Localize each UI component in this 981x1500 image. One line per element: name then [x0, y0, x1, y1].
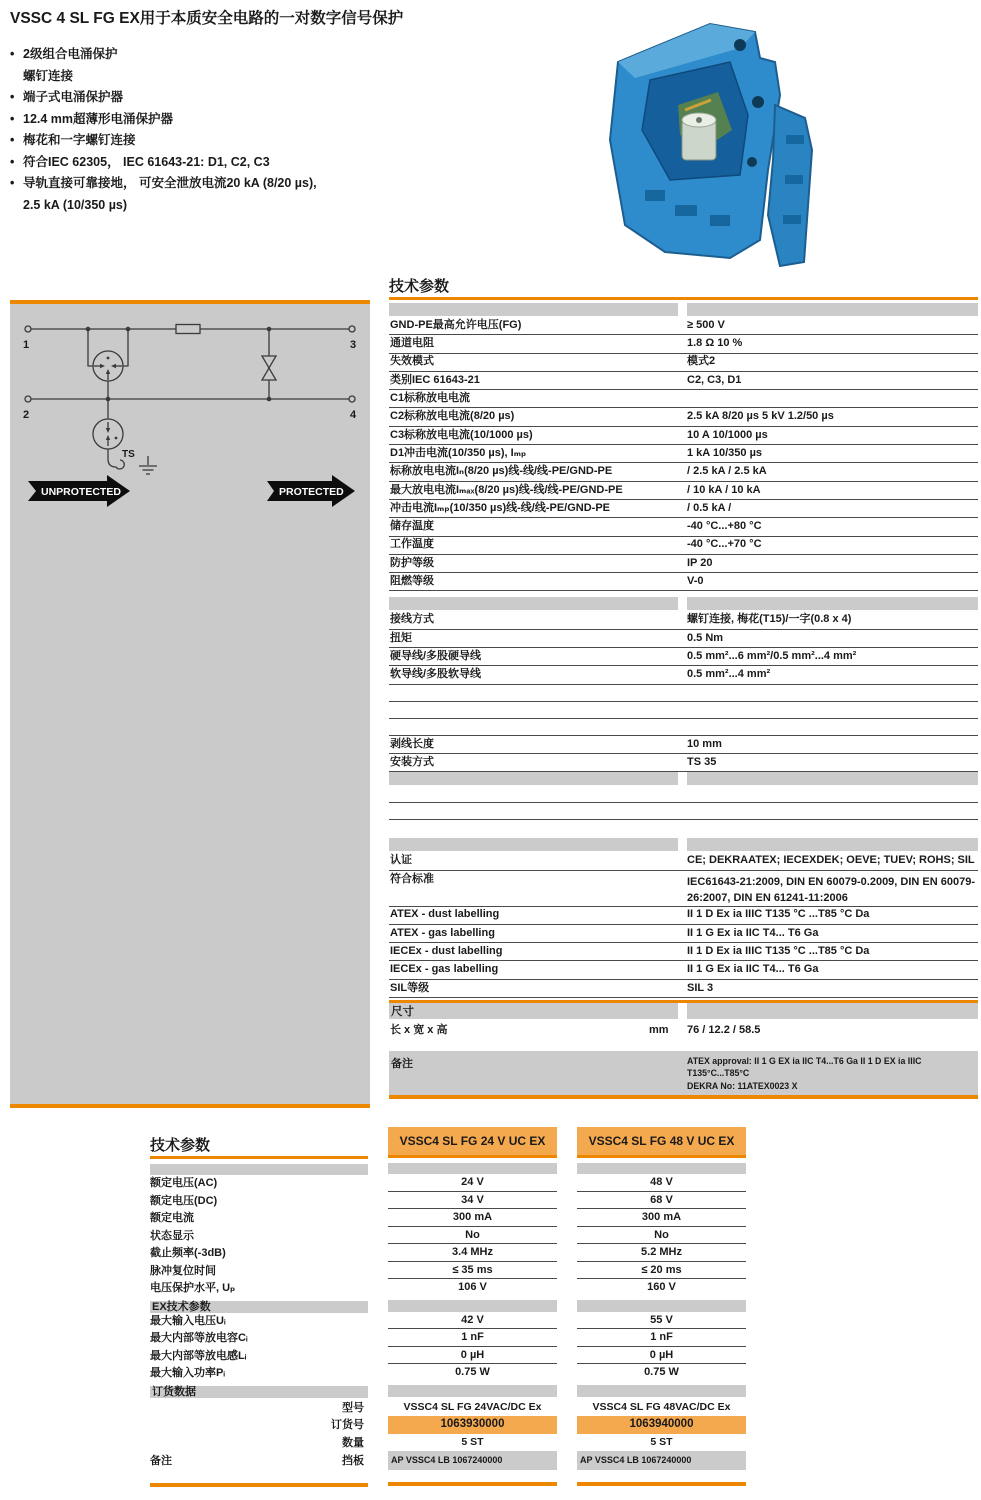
spec-label: 软导线/多股软导线 — [390, 668, 482, 681]
spec-value: II 1 D Ex ia IIIC T135 °C ...T85 °C Da — [687, 908, 870, 921]
spec-label: 认证 — [390, 854, 412, 867]
spec-value: 0.5 mm²...6 mm²/0.5 mm²...4 mm² — [687, 649, 857, 662]
variant-table — [150, 1127, 896, 1495]
param-label: 状态显示 — [150, 1229, 194, 1242]
spec-label: C1标称放电电流 — [390, 392, 471, 405]
terminal-block-illustration — [590, 10, 890, 270]
param-label: 最大内部等放电容Cᵢ — [150, 1332, 248, 1344]
spec-value: 10 A 10/1000 µs — [687, 428, 768, 441]
param-value: 300 mA — [577, 1209, 746, 1227]
spec-table-heading: 技术参数 — [389, 275, 978, 300]
spec-label: C3标称放电电流(10/1000 µs) — [390, 428, 533, 441]
feature-line: 梅花和一字螺钉连接 — [23, 133, 136, 147]
spec-row — [389, 427, 978, 445]
unprotected-arrow-label: UNPROTECTED — [41, 486, 121, 498]
terminal-label-1: 1 — [23, 339, 30, 351]
feature-item — [10, 173, 585, 216]
param-value: 0.75 W — [455, 1366, 490, 1378]
subsection-band: EX技术参数 — [150, 1301, 368, 1313]
spec-value: 10 mm — [687, 737, 722, 750]
spec-label: 标称放电电流Iₙ(8/20 µs)线-线/线-PE/GND-PE — [390, 465, 613, 478]
remark-row — [150, 1452, 368, 1471]
dim-value: 76 / 12.2 / 58.5 — [687, 1023, 761, 1036]
spec-row — [389, 390, 978, 408]
band-gap — [678, 597, 687, 610]
bullet-dot: • — [10, 47, 15, 61]
terminal-label-4: 4 — [350, 409, 357, 421]
spec-label: 冲击电流Iₘₚ(10/350 µs)线-线/线-PE/GND-PE — [390, 501, 610, 514]
band-right — [687, 597, 978, 610]
spec-row — [389, 317, 978, 335]
shield-value: AP VSSC4 LB 1067240000 — [577, 1451, 746, 1470]
param-value: 0 µH — [577, 1347, 746, 1365]
spec-label: C2标称放电电流(8/20 µs) — [390, 410, 515, 423]
order-number-value: 1063930000 — [388, 1416, 557, 1434]
spec-row — [389, 736, 978, 754]
band-left — [389, 303, 678, 316]
spec-value: 0.5 Nm — [687, 631, 724, 644]
param-value: 34 V — [388, 1192, 557, 1210]
variant-column-24v — [388, 1127, 557, 1486]
feature-line: 导轨直接可靠接地， 可安全泄放电流20 kA (8/20 µs), — [23, 176, 317, 190]
remark-label: 备注 — [150, 1455, 172, 1467]
order-number-value: 1063940000 — [577, 1416, 746, 1434]
feature-line: 端子式电涌保护器 — [23, 90, 124, 104]
param-value: 0.75 W — [644, 1366, 679, 1378]
spec-label: 类别IEC 61643-21 — [390, 373, 480, 386]
spec-value: 1.8 Ω 10 % — [687, 337, 743, 350]
variant-column-48v — [577, 1127, 746, 1486]
param-value: 5.2 MHz — [577, 1244, 746, 1262]
spacer — [389, 820, 978, 838]
param-value: 48 V — [577, 1174, 746, 1192]
band-right — [687, 772, 978, 785]
vent-slot-2 — [675, 205, 697, 216]
spec-value: 模式2 — [687, 355, 716, 368]
spec-value: II 1 G Ex ia IIC T4... T6 Ga — [687, 926, 819, 939]
spec-value: II 1 G Ex ia IIC T4... T6 Ga — [687, 963, 819, 976]
param-label: 最大输入功率Pᵢ — [150, 1367, 225, 1379]
spec-value: IEC61643-21:2009, DIN EN 60079-0.2009, DIN EN 60079-26:2007, DIN EN 61241-11:2006 — [687, 875, 976, 905]
feature-item — [10, 44, 585, 87]
spec-value: 2.5 kA 8/20 µs 5 kV 1.2/50 µs — [687, 410, 834, 423]
spec-value: V-0 — [687, 575, 704, 588]
spacer — [388, 1470, 557, 1482]
param-value: 68 V — [577, 1192, 746, 1210]
section-band — [389, 597, 978, 610]
spec-label: ATEX - dust labelling — [390, 908, 500, 921]
spec-row — [389, 445, 978, 463]
variant-heading: 技术参数 — [150, 1127, 368, 1159]
param-label: 额定电流 — [150, 1212, 194, 1224]
orange-rule — [577, 1482, 746, 1486]
spec-row-empty — [389, 719, 978, 736]
spec-label: SIL等级 — [390, 981, 430, 994]
band-left — [389, 597, 678, 610]
spec-label: GND-PE最高允许电压(FG) — [390, 318, 522, 331]
spec-label: 扭矩 — [390, 631, 412, 644]
band-gap — [678, 303, 687, 316]
order-label: 型号 — [342, 1401, 364, 1414]
spec-label: 防护等级 — [390, 556, 434, 569]
spec-row — [389, 980, 978, 998]
feature-line: 2级组合电涌保护 — [23, 47, 118, 61]
band-right — [687, 838, 978, 851]
rail-notch-2 — [785, 175, 803, 184]
spec-label: 工作温度 — [390, 538, 434, 551]
terminal-label-2: 2 — [23, 409, 30, 421]
orange-rule — [150, 1483, 368, 1487]
subsection-band — [577, 1385, 746, 1397]
band-gap — [678, 772, 687, 785]
order-number-label: 订货号 — [331, 1419, 364, 1431]
spec-row — [389, 518, 978, 536]
param-value: 55 V — [577, 1312, 746, 1330]
order-label: 数量 — [342, 1436, 364, 1449]
shield-value: AP VSSC4 LB 1067240000 — [388, 1451, 557, 1470]
spec-row — [389, 961, 978, 979]
product-image — [590, 10, 890, 270]
param-value: 1 nF — [577, 1329, 746, 1347]
spec-value: -40 °C...+70 °C — [687, 538, 762, 551]
order-value: VSSC4 SL FG 24VAC/DC Ex — [403, 1400, 542, 1413]
spec-label: IECEx - dust labelling — [390, 945, 503, 957]
protected-arrow-label: PROTECTED — [279, 486, 344, 498]
param-value: 3.4 MHz — [388, 1244, 557, 1262]
spec-value: CE; DEKRAATEX; IECEXDEK; OEVE; TUEV; ROHS; SIL — [687, 854, 975, 867]
order-value: 5 ST — [461, 1435, 484, 1448]
spec-row — [389, 537, 978, 555]
param-value: 0 µH — [388, 1347, 557, 1365]
screw-hole-3 — [747, 157, 757, 167]
param-value: 42 V — [388, 1312, 557, 1330]
feature-text — [23, 173, 585, 216]
spec-table — [389, 275, 978, 1099]
spec-row — [389, 573, 978, 591]
vent-slot-1 — [645, 190, 665, 201]
spacer — [577, 1470, 746, 1482]
dim-row — [389, 1020, 978, 1041]
feature-line: 2.5 kA (10/350 µs) — [23, 197, 128, 212]
spec-value: II 1 D Ex ia IIIC T135 °C ...T85 °C Da — [687, 945, 870, 957]
param-value: 24 V — [388, 1174, 557, 1192]
param-value: ≤ 20 ms — [577, 1262, 746, 1280]
spec-row — [389, 648, 978, 666]
subsection-band: 订货数据 — [150, 1386, 368, 1398]
spec-value: C2, C3, D1 — [687, 373, 742, 386]
feature-text — [23, 87, 585, 109]
vent-slot-3 — [710, 215, 730, 226]
feature-item — [10, 152, 585, 174]
spec-label: 最大放电电流Iₘₐₓ(8/20 µs)线-线/线-PE/GND-PE — [390, 483, 623, 496]
spec-value: / 0.5 kA / — [687, 501, 732, 514]
spec-value: ≥ 500 V — [687, 318, 725, 331]
param-label: 电压保护水平, Uₚ — [150, 1282, 236, 1294]
spec-row — [389, 372, 978, 390]
feature-line: 12.4 mm超薄形电涌保护器 — [23, 111, 174, 126]
bullet-dot: • — [10, 90, 15, 104]
band-right — [687, 303, 978, 316]
rail-notch-1 — [786, 135, 804, 144]
feature-text — [23, 130, 585, 152]
param-value: 160 V — [647, 1281, 676, 1293]
spec-row — [389, 354, 978, 372]
spec-row — [389, 943, 978, 961]
section-band — [389, 838, 978, 851]
circuit-diagram — [10, 300, 370, 1108]
bullet-dot: • — [10, 133, 15, 147]
screw-hole-2 — [752, 96, 764, 108]
spec-row — [389, 408, 978, 426]
feature-item — [10, 130, 585, 152]
bullet-dot: • — [10, 111, 15, 126]
rail-notch-3 — [783, 215, 801, 224]
spec-value: 1 kA 10/350 µs — [687, 446, 763, 459]
spec-row — [389, 500, 978, 518]
spec-value: TS 35 — [687, 755, 717, 768]
subsection-band — [388, 1163, 557, 1174]
subsection-band — [388, 1385, 557, 1397]
param-value: 106 V — [458, 1281, 487, 1293]
spec-label: 接线方式 — [390, 613, 434, 626]
screw-hole-1 — [734, 39, 746, 51]
spec-label: 储存温度 — [390, 520, 434, 533]
subsection-band — [577, 1163, 746, 1174]
spec-row — [389, 482, 978, 500]
spec-value: SIL 3 — [687, 981, 714, 994]
spec-row — [389, 852, 978, 870]
spec-row — [389, 925, 978, 943]
page-title: VSSC 4 SL FG EX用于本质安全电路的一对数字信号保护 — [10, 10, 404, 27]
dim-unit: mm — [649, 1023, 669, 1036]
spec-value: -40 °C...+80 °C — [687, 520, 762, 533]
section-band — [389, 772, 978, 785]
spec-label: 剥线长度 — [390, 737, 434, 750]
spec-label: 硬导线/多股硬导线 — [390, 649, 482, 662]
ts-label: TS — [122, 449, 135, 460]
bullet-dot: • — [10, 154, 15, 169]
param-label: 额定电压(AC) — [150, 1177, 218, 1189]
terminal-label-3: 3 — [350, 339, 357, 351]
param-value: 300 mA — [388, 1209, 557, 1227]
spec-row-empty — [389, 786, 978, 803]
feature-item — [10, 109, 585, 131]
spec-row — [389, 335, 978, 353]
subsection-band — [577, 1300, 746, 1312]
spec-label: IECEx - gas labelling — [390, 963, 499, 976]
spec-value: IP 20 — [687, 556, 713, 569]
param-value: No — [388, 1227, 557, 1245]
feature-line: 符合IEC 62305， IEC 61643-21: D1, C2, C3 — [23, 154, 270, 169]
tvs-diode — [262, 356, 276, 380]
spec-row-empty — [389, 685, 978, 702]
param-label: 额定电压(DC) — [150, 1194, 218, 1207]
spec-row — [389, 555, 978, 573]
dim-section-header — [389, 1000, 978, 1019]
spec-row — [389, 611, 978, 629]
spec-row — [389, 630, 978, 648]
band-gap — [678, 1003, 687, 1019]
spec-label: 符合标准 — [390, 872, 434, 885]
param-value: 1 nF — [388, 1329, 557, 1347]
feature-text — [23, 152, 585, 174]
spec-value: / 2.5 kA / 2.5 kA — [687, 465, 767, 478]
spec-row — [389, 463, 978, 481]
param-label: 脉冲复位时间 — [150, 1264, 216, 1277]
band-gap — [678, 838, 687, 851]
subsection-band — [388, 1300, 557, 1312]
spec-row — [389, 666, 978, 684]
variant-label-column — [150, 1127, 368, 1487]
band-left — [389, 838, 678, 851]
spec-label: ATEX - gas labelling — [390, 926, 495, 939]
subsection-band — [150, 1164, 368, 1175]
spec-row-empty — [389, 702, 978, 719]
component-slot — [696, 117, 702, 123]
spec-label: 阻燃等级 — [390, 575, 434, 588]
band-left — [389, 772, 678, 785]
variant-header-48v: VSSC4 SL FG 48 V UC EX — [577, 1127, 746, 1158]
circuit-svg — [10, 304, 370, 519]
note-value — [687, 1055, 978, 1092]
order-value: 5 ST — [650, 1435, 673, 1448]
param-label: 截止频率(-3dB) — [150, 1247, 226, 1259]
band-right — [687, 1003, 978, 1019]
spec-rows — [389, 303, 978, 1099]
feature-list — [10, 44, 585, 216]
feature-line: 螺钉连接 — [23, 68, 74, 83]
shield-label: 挡板 — [342, 1455, 364, 1467]
feature-text — [23, 109, 585, 131]
dim-header-label: 尺寸 — [389, 1003, 678, 1019]
spec-row-empty — [389, 803, 978, 820]
param-label: 最大内部等放电感Lᵢ — [150, 1349, 247, 1362]
section-band — [389, 303, 978, 316]
spec-row — [389, 754, 978, 772]
order-value: VSSC4 SL FG 48VAC/DC Ex — [592, 1400, 731, 1413]
spec-label: 安装方式 — [390, 755, 434, 768]
param-value: ≤ 35 ms — [388, 1262, 557, 1280]
variant-header-24v: VSSC4 SL FG 24 V UC EX — [388, 1127, 557, 1158]
spacer — [389, 1041, 978, 1051]
spacer — [150, 1471, 368, 1483]
spec-value: / 10 kA / 10 kA — [687, 483, 761, 496]
note-value-line1: ATEX approval: II 1 G EX ia IIC T4...T6 Ga II 1 D EX ia IIIC T135°C...T85°C — [687, 1056, 922, 1079]
spec-value: 0.5 mm²...4 mm² — [687, 668, 771, 681]
note-label: 备注 — [391, 1058, 413, 1071]
spec-row — [389, 907, 978, 925]
param-value: No — [577, 1227, 746, 1245]
note-value-line2: DEKRA No: 11ATEX0023 X — [687, 1080, 798, 1091]
spec-label: 失效模式 — [390, 355, 434, 368]
spec-value: 螺钉连接, 梅花(T15)/一字(0.8 x 4) — [687, 613, 852, 626]
dim-label: 长 x 宽 x 高 — [390, 1023, 448, 1036]
param-label: 最大输入电压Uᵢ — [150, 1314, 226, 1327]
spec-label: 通道电阻 — [390, 337, 434, 350]
spec-label: D1冲击电流(10/350 µs), Iₘₚ — [390, 446, 527, 459]
spec-row — [389, 871, 978, 907]
feature-item — [10, 87, 585, 109]
orange-rule — [388, 1482, 557, 1486]
feature-text — [23, 44, 585, 87]
rail-foot — [768, 105, 812, 266]
note-row — [389, 1051, 978, 1099]
bullet-dot: • — [10, 176, 15, 190]
